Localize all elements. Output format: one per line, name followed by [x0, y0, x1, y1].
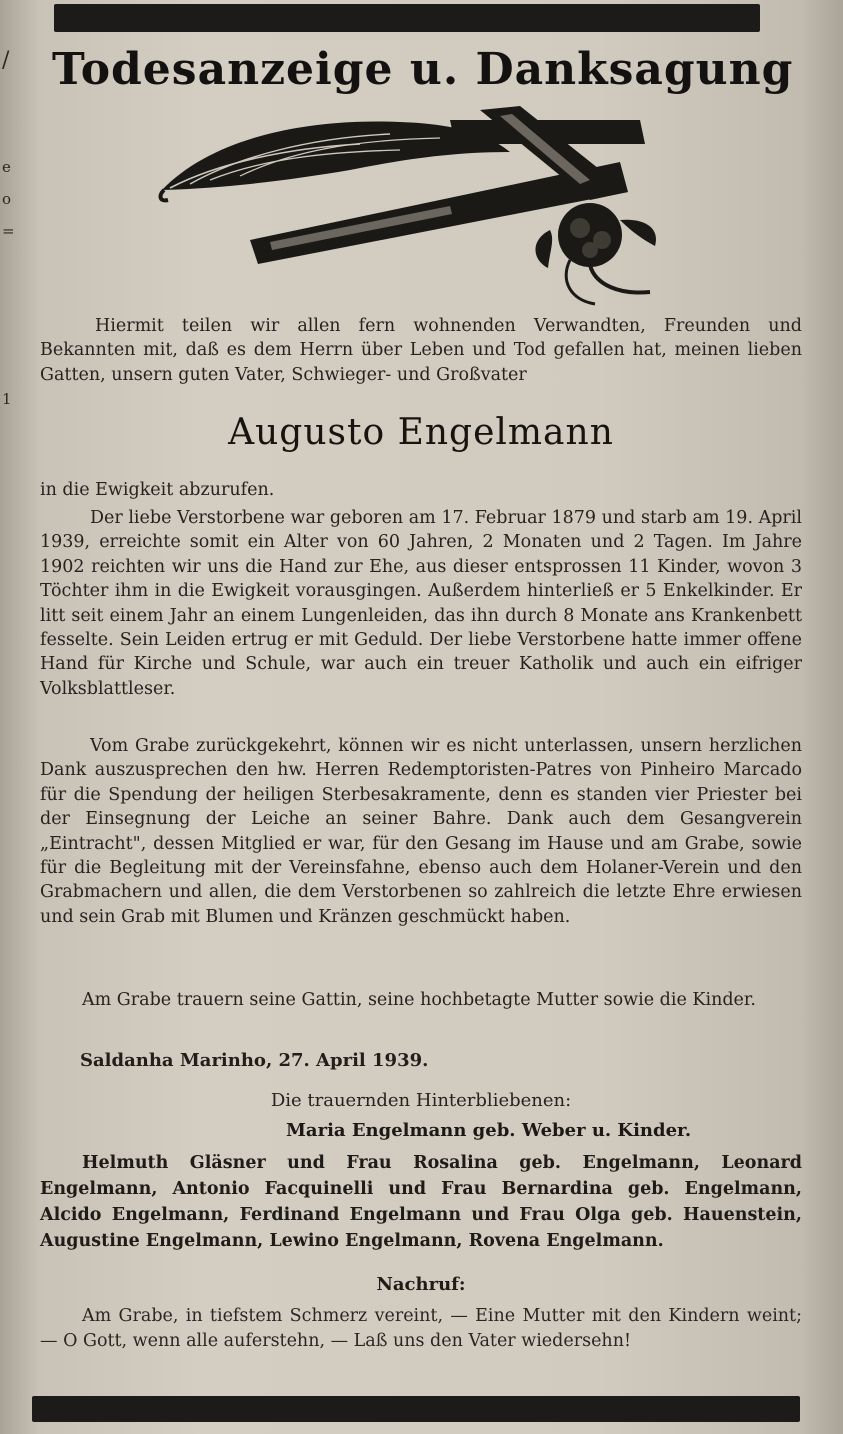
- top-black-rule: [54, 4, 760, 32]
- cross-palm-emblem-icon: [150, 100, 690, 310]
- margin-fragment: /: [2, 48, 10, 73]
- nachruf-verse: Am Grabe, in tiefstem Schmerz vereint, — Eine Mutter mit den Kindern weint; — O Gott, wenn alle auferstehn, — Laß uns den Vater wiedersehn!: [40, 1306, 802, 1351]
- headline: Todesanzeige u. Danksagung: [52, 44, 794, 95]
- mourners-paragraph: Am Grabe trauern seine Gattin, seine hochbetagte Mutter sowie die Kinder.: [82, 990, 756, 1010]
- nachruf-title: Nachruf:: [376, 1274, 466, 1295]
- bereaved-heading: Die trauernden Hinterbliebenen:: [270, 1090, 572, 1111]
- margin-fragment: o: [2, 190, 12, 208]
- place-date: Saldanha Marinho, 27. April 1939.: [80, 1050, 429, 1071]
- family-list: Helmuth Gläsner und Frau Rosalina geb. Engelmann, Leonard Engelmann, Antonio Facquinelli und Frau Bernardina geb. Engelmann, Alcido Engelmann, Ferdinand Engelmann und Frau Olga geb. Hauenstein, Augustine Engelmann, Lewino Engelmann, Rovena Engelmann.: [40, 1153, 802, 1251]
- biography-paragraph: Der liebe Verstorbene war geboren am 17. Februar 1879 und starb am 19. April 1939, erreichte somit ein Alter von 60 Jahren, 2 Monaten und 2 Tagen. Im Jahre 1902 reichten wir uns die Hand zur Ehe, aus dieser entsprossen 11 Kinder, wovon 3 Töchter ihm in die Ewigkeit vorausgingen. Außerdem hinterließ er 5 Enkelkinder. Er litt seit einem Jahr an einem Lungenleiden, das ihn durch 8 Monate ans Krankenbett fesselte. Sein Leiden ertrug er mit Geduld. Der liebe Verstorbene hatte immer offene Hand für Kirche und Schule, war auch ein treuer Katholik und auch ein eifriger Volksblattleser.: [40, 508, 802, 699]
- deceased-name: Augusto Engelmann: [228, 412, 614, 453]
- bottom-black-rule: [32, 1396, 800, 1422]
- margin-fragment: =: [2, 222, 15, 240]
- widow-line: Maria Engelmann geb. Weber u. Kinder.: [286, 1120, 692, 1141]
- intro-paragraph: Hiermit teilen wir allen fern wohnenden Verwandten, Freunden und Bekannten mit, daß es dem Herrn über Leben und Tod gefallen hat, meinen lieben Gatten, unsern guten Vater, Schwieger- und Großvater: [40, 316, 802, 385]
- margin-fragment: e: [2, 158, 11, 176]
- eternity-line: in die Ewigkeit abzurufen.: [40, 480, 275, 500]
- thanks-paragraph: Vom Grabe zurückgekehrt, können wir es nicht unterlassen, unsern herzlichen Dank auszusprechen den hw. Herren Redemptoristen-Patres von Pinheiro Marcado für die Spendung der heiligen Sterbesakramente, denn es standen vier Priester bei der Einsegnung der Leiche an seiner Bahre. Dank auch dem Gesangverein „Eintracht", dessen Mitglied er war, für den Gesang im Hause und am Grabe, sowie für die Begleitung mit der Vereinsfahne, ebenso auch dem Holaner-Verein und den Grabmachern und allen, die dem Verstorbenen so zahlreich die letzte Ehre erwiesen und sein Grab mit Blumen und Kränzen geschmückt haben.: [40, 736, 802, 927]
- margin-fragment: 1: [2, 390, 12, 408]
